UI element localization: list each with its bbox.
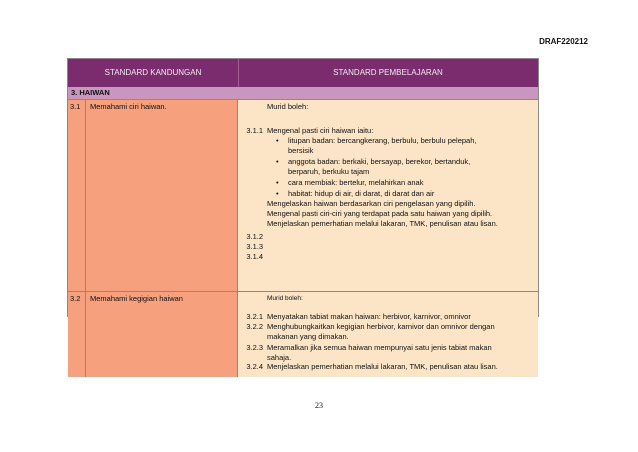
standard-text: Meramalkan jika semua haiwan mempunyai satu jenis tabiat makan bbox=[267, 343, 492, 352]
standard-text: Mengenal pasti ciri-ciri yang terdapat pada satu haiwan yang dipilih. bbox=[267, 209, 493, 218]
code: 3.2.3 bbox=[246, 343, 263, 352]
intro-text: Murid boleh: bbox=[267, 295, 303, 302]
bullet-text: berparuh, berkuku tajam bbox=[288, 167, 370, 176]
standard-text: Menghubungkaitkan kegigian herbivor, karnivor dan omnivor dengan bbox=[267, 322, 495, 331]
draft-code: DRAF220212 bbox=[539, 37, 588, 46]
standard-text: sahaja. bbox=[267, 353, 292, 362]
code-column bbox=[238, 292, 264, 377]
bullet-icon: • bbox=[276, 189, 279, 198]
bullet-icon: • bbox=[276, 157, 279, 166]
learning-standard bbox=[264, 100, 538, 292]
code: 3.1.2 bbox=[246, 232, 263, 241]
page-number: 23 bbox=[315, 401, 323, 410]
header-standard-kandungan: STANDARD KANDUNGAN bbox=[68, 59, 239, 87]
theme-title: 3. HAIWAN bbox=[71, 88, 110, 97]
code: 3.2.4 bbox=[246, 362, 263, 371]
code: 3.2.2 bbox=[246, 322, 263, 331]
standard-text: Mengenal pasti ciri haiwan iaitu: bbox=[267, 126, 374, 135]
standard-text: makanan yang dimakan. bbox=[267, 332, 349, 341]
standard-text: Mengelaskan haiwan berdasarkan ciri pengelasan yang dipilih. bbox=[267, 199, 476, 208]
theme-row bbox=[68, 87, 538, 99]
bullet-text: anggota badan: berkaki, bersayap, berekor, bertanduk, bbox=[288, 157, 471, 166]
table-row bbox=[68, 99, 538, 292]
table-row bbox=[68, 291, 538, 377]
standard-text: Menyatakan tabiat makan haiwan: herbivor, karnivor, omnivor bbox=[267, 312, 471, 321]
code: 3.1.3 bbox=[246, 242, 263, 251]
curriculum-table bbox=[67, 58, 539, 371]
standard-text: Menjelaskan pemerhatian melalui lakaran, TMK, penulisan atau lisan. bbox=[267, 219, 498, 228]
code: 3.1.4 bbox=[246, 252, 263, 261]
standard-text: Menjelaskan pemerhatian melalui lakaran, TMK, penulisan atau lisan. bbox=[267, 362, 498, 371]
bullet-text: habitat: hidup di air, di darat, di darat dan air bbox=[288, 189, 435, 198]
bullet-text: cara membiak: bertelur, melahirkan anak bbox=[288, 178, 424, 187]
bullet-text: litupan badan: bercangkerang, berbulu, berbulu pelepah, bbox=[288, 136, 477, 145]
content-standard: Memahami ciri haiwan. bbox=[86, 100, 238, 292]
header-standard-pembelajaran: STANDARD PEMBELAJARAN bbox=[333, 68, 443, 77]
bullet-text: bersisik bbox=[288, 146, 314, 155]
table-header bbox=[68, 59, 538, 87]
bullet-icon: • bbox=[276, 136, 279, 145]
section-number: 3.2 bbox=[68, 292, 86, 377]
code-column bbox=[238, 100, 264, 292]
intro-text: Murid boleh: bbox=[267, 102, 309, 111]
code: 3.1.1 bbox=[246, 126, 263, 135]
bullet-icon: • bbox=[276, 178, 279, 187]
learning-standard bbox=[264, 292, 538, 377]
content-standard: Memahami kegigian haiwan bbox=[86, 292, 238, 377]
section-number: 3.1 bbox=[68, 100, 86, 292]
code: 3.2.1 bbox=[246, 312, 263, 321]
